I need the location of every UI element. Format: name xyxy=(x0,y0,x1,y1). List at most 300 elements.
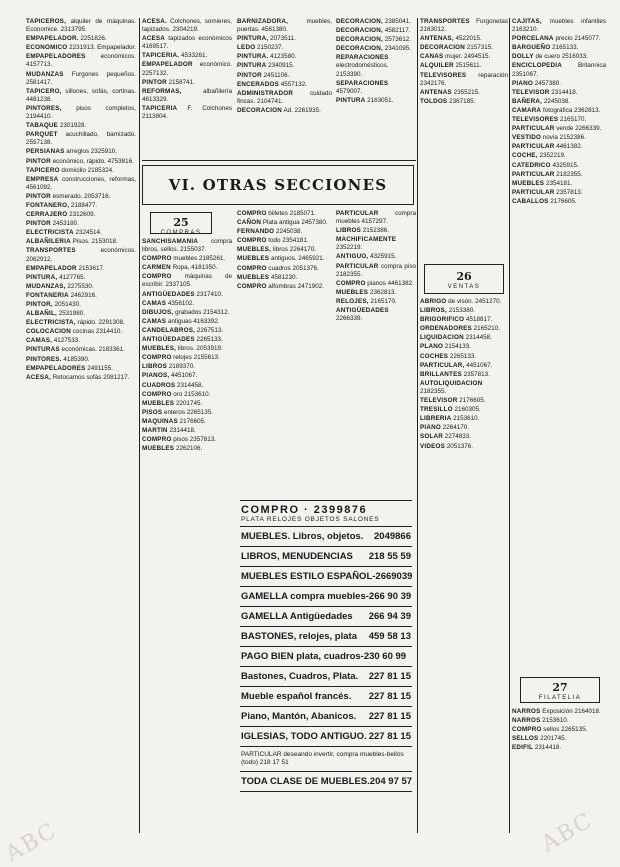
entry-text: grabados 2154312. xyxy=(175,308,230,316)
ad-compro-title: COMPRO · 2399876 xyxy=(241,504,368,516)
entry-heading: ENCERADOS xyxy=(237,80,280,88)
entry-text: 2262106. xyxy=(175,445,203,453)
entry-text: domicilio 2185324. xyxy=(61,166,114,174)
column-5-ventas xyxy=(420,298,508,828)
entry-heading: CANDELABROS, xyxy=(142,326,196,334)
classified-entry xyxy=(142,363,232,371)
entry-heading: COMPRO xyxy=(142,354,172,362)
entry-heading: COCHE, xyxy=(512,152,538,160)
classified-entry xyxy=(26,319,136,327)
classified-entry xyxy=(420,44,508,52)
classified-entry xyxy=(512,180,606,188)
classified-entry xyxy=(142,61,232,77)
entry-heading: TELEVISOR xyxy=(512,88,550,96)
entry-heading: REFORMAS, xyxy=(142,87,182,95)
entry-text: 4325915. xyxy=(370,253,397,261)
entry-heading: DECORACION, xyxy=(336,45,383,53)
entry-heading: TAPICEROS, xyxy=(26,18,67,25)
classified-entry xyxy=(26,176,136,192)
classified-entry xyxy=(512,735,606,743)
entry-heading: PINTURA, xyxy=(26,273,58,281)
entry-text: 2165170. xyxy=(370,297,397,305)
classified-entry xyxy=(26,148,136,156)
entry-text: Furgones pequeños. 2581417. xyxy=(26,70,136,86)
classified-entry xyxy=(420,62,508,70)
entry-text: antiguas 4163392. xyxy=(167,317,220,325)
category-name: COMPRAS xyxy=(160,230,202,236)
entry-text: Exposición 2164018. xyxy=(542,708,601,715)
entry-heading: VESTIDO xyxy=(512,134,542,142)
classified-entry xyxy=(142,345,232,353)
classified-entry xyxy=(26,193,136,201)
entry-heading: MUEBLES xyxy=(237,255,270,263)
entry-heading: CERRAJERO xyxy=(26,211,68,219)
entry-heading: ORDENADORES xyxy=(420,325,472,333)
ad-text: MUEBLES ESTILO ESPAÑOL-2669039 xyxy=(241,571,412,582)
entry-heading: TELEVISOR xyxy=(420,397,458,405)
entry-heading: TAPICERO, xyxy=(26,87,62,95)
entry-heading: ANTIGÜEDADES xyxy=(336,307,389,315)
entry-heading: PISOS xyxy=(142,408,163,416)
classified-entry xyxy=(512,708,606,716)
classified-entry xyxy=(420,397,508,405)
entry-heading: MUEBLES, xyxy=(142,345,177,353)
classified-entry xyxy=(336,263,416,279)
classified-entry xyxy=(512,98,606,106)
ad-text: LIBROS, MENUDENCIAS xyxy=(241,551,353,562)
entry-text: 2341095. xyxy=(384,45,411,53)
entry-heading: TAPICERO xyxy=(26,166,60,174)
entry-text: 2354181. xyxy=(545,179,573,187)
classified-entry xyxy=(237,246,332,254)
column-2-compras xyxy=(142,238,232,830)
classified-entry xyxy=(512,62,606,78)
classified-entry xyxy=(26,167,136,175)
section-header xyxy=(142,165,414,205)
entry-text: 2314458. xyxy=(177,381,204,389)
classified-entry xyxy=(237,219,332,227)
classified-entry xyxy=(420,53,508,61)
entry-heading: MUEBLES xyxy=(237,273,270,281)
column-4-top xyxy=(336,18,416,163)
entry-heading: COLOCACION xyxy=(26,328,72,336)
category-ventas xyxy=(424,264,504,294)
entry-text: 2457380. xyxy=(534,79,561,87)
entry-heading: EMPAPELADORES xyxy=(26,364,86,372)
entry-text: cuadros 2051376. xyxy=(268,264,319,272)
entry-text: 2163051. xyxy=(367,96,394,104)
entry-text: 4461382. xyxy=(556,143,583,151)
classified-entry xyxy=(142,300,232,308)
entry-text: 2150237. xyxy=(257,44,284,52)
entry-heading: CABALLOS xyxy=(512,197,549,205)
abc-watermark: ABC xyxy=(537,807,598,858)
classified-entry xyxy=(237,228,332,236)
classified-entry xyxy=(420,307,508,315)
entry-text: compra libros, sellos. 2155037. xyxy=(142,238,232,254)
classified-entry xyxy=(420,72,508,88)
entry-text: 2160305. xyxy=(454,406,481,414)
classified-entry xyxy=(142,418,232,426)
entry-heading: SANCHISAMANIA xyxy=(142,238,199,245)
ad-row xyxy=(240,687,412,707)
entry-heading: DIBUJOS, xyxy=(142,308,174,316)
column-1 xyxy=(26,18,136,846)
entry-text: pisos completos, 2194410. xyxy=(26,104,136,121)
entry-text: mujer. 2494515. xyxy=(445,53,491,61)
classified-entry xyxy=(420,98,508,106)
classified-entry xyxy=(512,80,606,88)
classified-entry xyxy=(237,283,332,291)
ad-phone: 218 55 59 xyxy=(368,551,411,562)
classified-entry xyxy=(142,264,232,272)
classified-entry xyxy=(26,265,136,273)
entry-heading: ANTENAS, xyxy=(420,35,454,43)
entry-heading: TELEVISORES xyxy=(420,71,467,79)
entry-text: 2314418. xyxy=(551,88,578,96)
classified-entry xyxy=(336,210,416,226)
classified-entry xyxy=(420,406,508,414)
classified-entry xyxy=(336,227,416,235)
entry-heading: COMPRO xyxy=(237,237,267,245)
entry-text: Plata antigua 2457380. xyxy=(262,219,328,227)
entry-heading: PARTICULAR xyxy=(336,262,379,270)
entry-heading: PINTOR xyxy=(26,192,51,200)
classified-entry xyxy=(420,89,508,97)
classified-entry xyxy=(420,343,508,351)
classified-entry xyxy=(26,131,136,147)
entry-heading: FONTANERIA xyxy=(26,291,69,299)
entry-heading: PINTURA xyxy=(237,62,267,70)
classified-entry xyxy=(26,356,136,364)
entry-heading: EMPRESA xyxy=(26,175,59,183)
classified-entry xyxy=(237,265,332,273)
entry-heading: PARTICULAR xyxy=(512,188,555,196)
entry-text: económico. 2257132. xyxy=(142,61,232,77)
entry-text: 2073511. xyxy=(270,35,296,43)
entry-heading: MACHIFICAMENTE xyxy=(336,236,397,244)
classified-entry xyxy=(26,292,136,300)
classified-entry xyxy=(512,89,606,97)
entry-text: 2245038. xyxy=(543,97,571,105)
entry-heading: DECORACION, xyxy=(336,18,383,25)
entry-text: 4127533. xyxy=(53,337,81,345)
entry-heading: FONTANERO, xyxy=(26,201,70,209)
entry-heading: MUEBLES xyxy=(336,288,369,296)
entry-heading: COCHES xyxy=(420,352,449,360)
classified-entry xyxy=(336,97,416,105)
entry-heading: ALBAÑIL, xyxy=(26,310,57,318)
classified-entry xyxy=(512,107,606,115)
entry-text: 2264170. xyxy=(442,424,469,432)
entry-heading: SELLOS xyxy=(512,735,539,743)
classified-entry xyxy=(336,27,416,35)
entry-text: novia 2152386. xyxy=(542,134,586,142)
entry-heading: MUDANZAS, xyxy=(26,282,66,290)
entry-text: 2491155. xyxy=(87,364,114,372)
entry-text: 2051376. xyxy=(446,442,474,450)
entry-text: 2355215. xyxy=(453,88,480,96)
entry-text: 4127765. xyxy=(59,273,86,281)
classified-entry xyxy=(237,274,332,282)
classified-entry xyxy=(26,283,136,291)
entry-heading: DECORACION xyxy=(237,106,283,114)
classified-entry xyxy=(142,327,232,335)
entry-text: 2189370. xyxy=(168,363,196,371)
classified-entry xyxy=(142,318,232,326)
ad-phone: 227 81 15 xyxy=(368,691,411,702)
classified-entry xyxy=(26,229,136,237)
entry-heading: REPARACIONES xyxy=(336,54,389,62)
section-title: VI. OTRAS SECCIONES xyxy=(168,176,388,194)
entry-text: 2453180. xyxy=(52,220,79,228)
column-5-top xyxy=(420,18,508,240)
entry-heading: DECORACION, xyxy=(336,36,383,44)
entry-text: 2165170. xyxy=(560,116,587,124)
ad-text: Mueble español francés. xyxy=(241,691,352,702)
classified-entry xyxy=(142,445,232,453)
entry-heading: ANTENAS xyxy=(420,88,452,96)
entry-text: económico, rápido. 4753816. xyxy=(52,157,134,165)
entry-heading: TRANSPORTES xyxy=(420,18,470,25)
classified-entry xyxy=(142,400,232,408)
classified-entry xyxy=(512,189,606,197)
entry-heading: ANTIGUO, xyxy=(336,253,369,261)
classified-entry xyxy=(142,427,232,435)
entry-heading: PORCELANA xyxy=(512,35,554,43)
entry-heading: PIANO xyxy=(420,424,441,432)
category-compras xyxy=(150,212,212,234)
entry-text: todo 2354181. xyxy=(268,237,309,245)
ad-row xyxy=(240,587,412,607)
classified-entry xyxy=(512,18,606,34)
classified-entry xyxy=(420,424,508,432)
classified-entry xyxy=(142,273,232,289)
classified-entry xyxy=(142,238,232,254)
entry-heading: COMPRO xyxy=(142,255,172,263)
entry-text: tapizados económicos 4169517. xyxy=(142,35,232,51)
entry-heading: CAMARA xyxy=(512,106,542,114)
classified-entry xyxy=(237,107,332,115)
entry-heading: SEPARACIONES xyxy=(336,79,389,87)
classified-entry xyxy=(512,143,606,151)
classified-entry xyxy=(336,36,416,44)
entry-text: compra piso 2182355. xyxy=(336,262,416,278)
classified-entry xyxy=(512,44,606,52)
ad-row xyxy=(240,647,412,667)
entry-heading: PINTURA xyxy=(336,96,366,104)
entry-text: 2182355. xyxy=(420,387,447,395)
classified-entry xyxy=(26,158,136,166)
classified-entry xyxy=(26,365,136,373)
entry-text: fotográfica 2362813. xyxy=(542,106,601,114)
entry-text: máquinas de escribir. 2337105. xyxy=(142,273,232,289)
entry-text: Colchones, somieres, tapizados. 2304219. xyxy=(142,18,232,34)
entry-text: libros 2264170. xyxy=(272,246,316,254)
entry-heading: PINTOR, xyxy=(26,301,53,308)
entry-text: 4522015. xyxy=(455,35,482,43)
entry-text: 2245038. xyxy=(276,228,303,236)
entry-heading: FERNANDO xyxy=(237,228,275,236)
entry-text: 2531980. xyxy=(58,310,85,318)
classified-entry xyxy=(237,44,332,52)
entry-heading: RELOJES, xyxy=(336,297,369,305)
entry-text: Britannica 2351067. xyxy=(512,62,606,78)
entry-text: pisos 2357813. xyxy=(173,436,217,444)
ad-row xyxy=(240,607,412,627)
entry-heading: TRANSPORTES xyxy=(26,247,76,255)
classified-entry xyxy=(142,409,232,417)
column-3-compras xyxy=(237,210,332,492)
entry-heading: SOLAR xyxy=(420,433,444,441)
ad-particular xyxy=(240,747,412,772)
entry-heading: PINTOR xyxy=(237,71,262,79)
entry-text: 2267513. xyxy=(196,326,224,334)
entry-text: rápido. 2291308. xyxy=(77,319,125,327)
ad-text: IGLESIAS, TODO ANTIGUO. xyxy=(241,731,367,742)
ad-text: TODA CLASE DE MUEBLES. xyxy=(241,776,370,787)
classified-entry xyxy=(420,353,508,361)
ad-text: GAMELLA compra muebles-266 90 39 xyxy=(241,591,412,602)
classified-entry xyxy=(512,726,606,734)
entry-text: cuidado fincas. 2104741. xyxy=(237,89,332,105)
entry-text: 4533261. xyxy=(180,52,208,60)
entry-text: 2231913. Empapelador. xyxy=(69,44,136,52)
classified-entry xyxy=(26,310,136,318)
entry-heading: ADMINISTRADOR xyxy=(237,89,294,97)
classified-entry xyxy=(336,80,416,96)
entry-text: 4325915. xyxy=(552,161,579,169)
entry-heading: VIDEOS xyxy=(420,442,445,450)
entry-text: 2176605. xyxy=(550,197,577,205)
classified-entry xyxy=(420,433,508,441)
classified-entry xyxy=(420,415,508,423)
entry-heading: ECONOMICO xyxy=(26,44,68,52)
entry-heading: PARTICULAR xyxy=(512,125,555,133)
entry-heading: LIQUIDACION xyxy=(420,334,464,342)
entry-heading: CAMAS xyxy=(142,299,167,307)
entry-text: 2165210. xyxy=(473,325,500,333)
entry-text: 4557132. xyxy=(280,80,308,88)
entry-text: sillones, sofás, cortinas. 4481238. xyxy=(26,87,136,103)
classified-entry xyxy=(237,62,332,70)
entry-text: billetes 2185071. xyxy=(268,210,316,217)
entry-heading: NARROS xyxy=(512,717,541,725)
entry-text: F. Colchones 2113804. xyxy=(142,104,232,121)
category-name: FILATELIA xyxy=(538,695,582,701)
entry-text: 2188477. xyxy=(70,201,98,209)
entry-heading: MARTIN xyxy=(142,426,168,434)
entry-text: 2274833. xyxy=(444,433,472,441)
entry-text: Ropa, 4181350. xyxy=(172,264,218,272)
ad-row xyxy=(240,727,412,747)
classified-entry xyxy=(336,307,416,323)
classified-entry xyxy=(26,301,136,309)
classified-entry xyxy=(142,391,232,399)
entry-heading: COMPRO xyxy=(512,726,542,734)
entry-text: 2176605. xyxy=(179,417,206,425)
category-name: VENTAS xyxy=(447,284,481,290)
entry-text: 2362813. xyxy=(369,288,397,296)
entry-heading: EMPAPELADORES xyxy=(26,53,86,61)
entry-heading: DECORACION, xyxy=(336,27,383,35)
entry-text: 2573612. xyxy=(384,36,411,44)
entry-text: 2201745. xyxy=(175,399,203,407)
entry-heading: LIBRERIA xyxy=(420,415,452,423)
entry-heading: PINTOR xyxy=(142,78,167,86)
classified-entry xyxy=(512,125,606,133)
classified-entry xyxy=(420,334,508,342)
classified-entry xyxy=(142,79,232,87)
classified-entry xyxy=(26,105,136,121)
entry-text: Pisos. 2153018. xyxy=(72,238,118,246)
entry-heading: PERSIANAS xyxy=(26,148,65,156)
entry-heading: BARNIZADORA, xyxy=(237,18,289,25)
classified-entry xyxy=(142,382,232,390)
entry-heading: COMPRO xyxy=(237,264,267,272)
entry-heading: PARTICULAR xyxy=(512,143,555,151)
entry-heading: TOLDOS xyxy=(420,97,448,105)
column-6-filatelia xyxy=(512,708,606,828)
column-6 xyxy=(512,18,606,668)
ad-phone: 227 81 15 xyxy=(368,671,411,682)
classified-entry xyxy=(26,71,136,87)
entry-text: económicos. 4157713. xyxy=(26,53,136,69)
entry-heading: PINTORES. xyxy=(26,355,62,363)
entry-text: de visón. 2451270. xyxy=(448,298,502,305)
classified-entry xyxy=(142,436,232,444)
classified-entry xyxy=(142,291,232,299)
classified-entry xyxy=(237,255,332,263)
entry-heading: COMPRO xyxy=(336,279,366,287)
entry-text: 2301928. xyxy=(59,122,87,130)
ad-row xyxy=(240,567,412,587)
entry-text: enteros 2265135. xyxy=(164,408,214,416)
entry-heading: CAMAS, xyxy=(26,337,53,345)
entry-heading: TAPICERIA xyxy=(142,104,178,112)
entry-text: 4451067. xyxy=(466,361,493,369)
classified-entry xyxy=(237,210,332,218)
column-divider xyxy=(509,18,510,833)
ad-compro xyxy=(240,501,412,527)
classified-entry xyxy=(237,18,332,34)
classified-entry xyxy=(237,35,332,43)
ad-compro-subtitle: PLATA RELOJES OBJETOS SALONES xyxy=(241,516,380,523)
column-divider xyxy=(417,18,418,833)
entry-text: 2515611. xyxy=(455,62,482,70)
entry-heading: BRILLANTES xyxy=(420,370,462,378)
entry-text: 2357813. xyxy=(463,370,490,378)
entry-heading: ALQUILER xyxy=(420,62,454,70)
category-filatelia xyxy=(520,677,600,703)
entry-heading: PINTURA. xyxy=(237,53,269,61)
category-number: 27 xyxy=(552,681,568,694)
entry-heading: LIBROS xyxy=(142,363,167,371)
entry-text: albañilería 4613329. xyxy=(142,87,232,103)
classified-entry xyxy=(420,362,508,370)
entry-text: 2158741. xyxy=(168,78,195,86)
entry-heading: ACESA xyxy=(142,35,166,43)
ad-toda-clase xyxy=(240,772,412,792)
entry-heading: COMPRO xyxy=(142,273,172,281)
classified-entry xyxy=(512,134,606,142)
entry-text: 2153617. xyxy=(78,264,105,272)
entry-text: antiguos. 2465921. xyxy=(270,255,325,263)
classified-entry xyxy=(237,90,332,106)
entry-text: alfombras 2471902. xyxy=(268,282,324,290)
ad-row xyxy=(240,707,412,727)
entry-heading: LIBROS xyxy=(336,227,361,235)
